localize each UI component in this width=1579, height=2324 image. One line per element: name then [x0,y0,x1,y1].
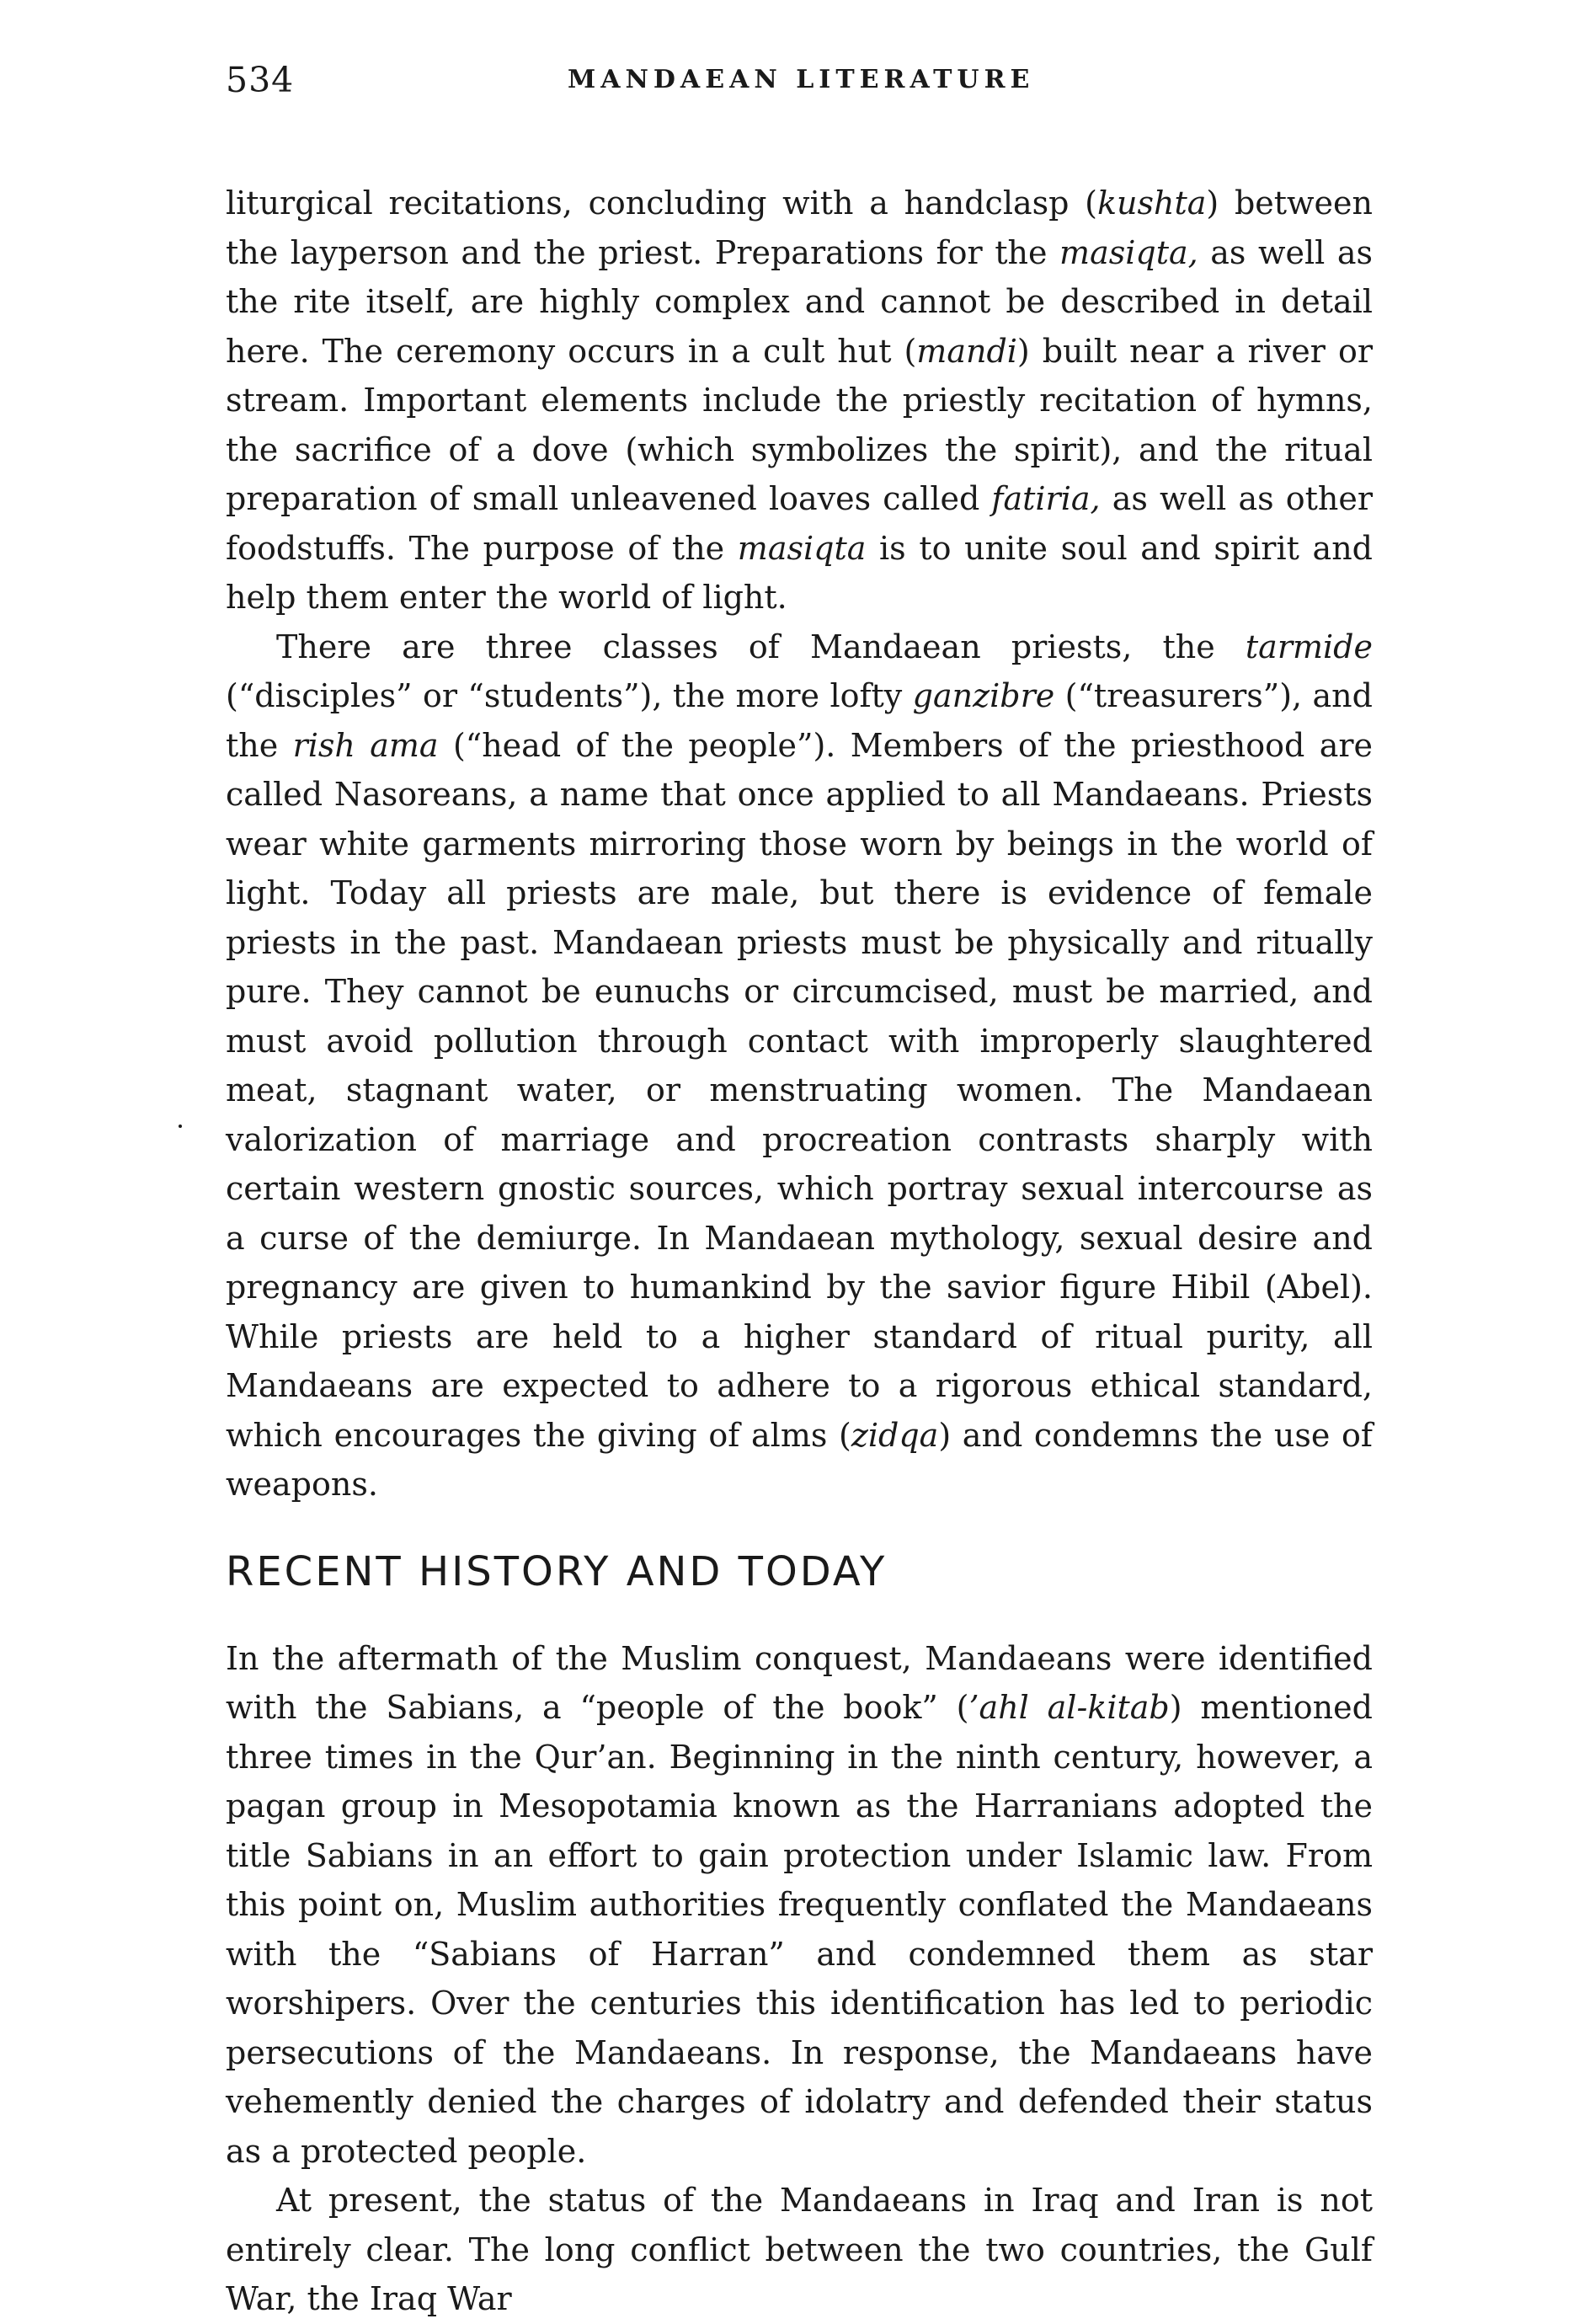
text-run: as well as the rite itself, are highly complex and cannot be described in detail here. The ceremony occurs in a cult hut ( [226,233,1373,370]
text-run: is to unite soul and spirit and help them enter the world of light. [226,529,1373,616]
text-run: There are three classes of Mandaean priests, the [276,628,1246,665]
italic-term: fatiria, [991,480,1101,517]
text-run: (“disciples” or “students”), the more lofty [226,677,913,714]
italic-term: masiqta, [1059,233,1198,271]
paragraph [226,179,1373,622]
running-header [226,51,1373,110]
italic-term: tarmide [1245,628,1373,665]
running-title: MANDAEAN LITERATURE [568,65,1035,94]
text-run: liturgical recitations, concluding with a handclasp ( [226,184,1097,222]
text-run: ) between the layperson and the priest. Preparations for the [226,184,1374,271]
italic-term: kushta [1097,184,1207,222]
paragraph [226,2176,1373,2324]
italic-term: ’ahl al-kitab [968,1689,1170,1726]
text-run: ) and condemns the use of weapons. [226,1416,1373,1503]
text-run: ) mentioned three times in the Qur’an. Beginning in the ninth century, however, a pagan group in Mesopotamia known as the Harranians adopted the title Sabians in an effort to gain protection under Islamic law. From this point on, Muslim authorities frequently conflated the Mandaeans with the “Sabians of Harran” and condemned them as star worshipers. Over the centuries this identification has led to periodic persecutions of the Mandaeans. In response, the Mandaeans have vehemently denied the charges of idolatry and defended their status as a protected people. [226,1689,1373,2170]
italic-term: masiqta [737,529,867,567]
paragraph [226,1634,1373,2177]
text-run: (“treasurers”), and the [226,677,1373,764]
text-run: At present, the status of the Mandaeans in Iraq and Iran is not entirely clear. The long conflict between the two countries, the Gulf War, the Iraq War [226,2182,1373,2317]
page-number: 534 [226,60,295,100]
italic-term: rish ama [292,726,439,764]
text-run: ) built near a river or stream. Important elements include the priestly recitation of hymns, the sacrifice of a dove (which symbolizes the spirit), and the ritual preparation of small unleavened loaves called [226,332,1373,517]
body-text [226,179,1373,2324]
italic-term: zidqa [851,1416,939,1454]
text-run: (“head of the people”). Members of the priesthood are called Nasoreans, a name that once applied to all Mandaeans. Priests wear white garments mirroring those worn by beings in the world of light. Today all priests are male, but there is evidence of female priests in the past. Mandaean priests must be physically and ritually pure. They cannot be eunuchs or circumcised, must be married, and must avoid pollution through contact with improperly slaughtered meat, stagnant water, or menstruating women. The Mandaean valorization of marriage and procreation contrasts sharply with certain western gnostic sources, which portray sexual intercourse as a curse of the demiurge. In Mandaean mythology, sexual desire and pregnancy are given to humankind by the savior figure Hibil (Abel). While priests are held to a higher standard of ritual purity, all Mandaeans are expected to adhere to a rigorous ethical standard, which encourages the giving of alms ( [226,726,1374,1454]
paragraph [226,622,1373,1509]
section-heading: RECENT HISTORY AND TODAY [226,1547,888,1595]
italic-term: ganzibre [912,677,1055,714]
margin-mark [179,1125,182,1128]
text-run: as well as other foodstuffs. The purpose of the [226,480,1373,567]
text-run: In the aftermath of the Muslim conquest, Mandaeans were identified with the Sabians, a “people of the book” ( [226,1639,1373,1726]
italic-term: mandi [916,332,1017,370]
